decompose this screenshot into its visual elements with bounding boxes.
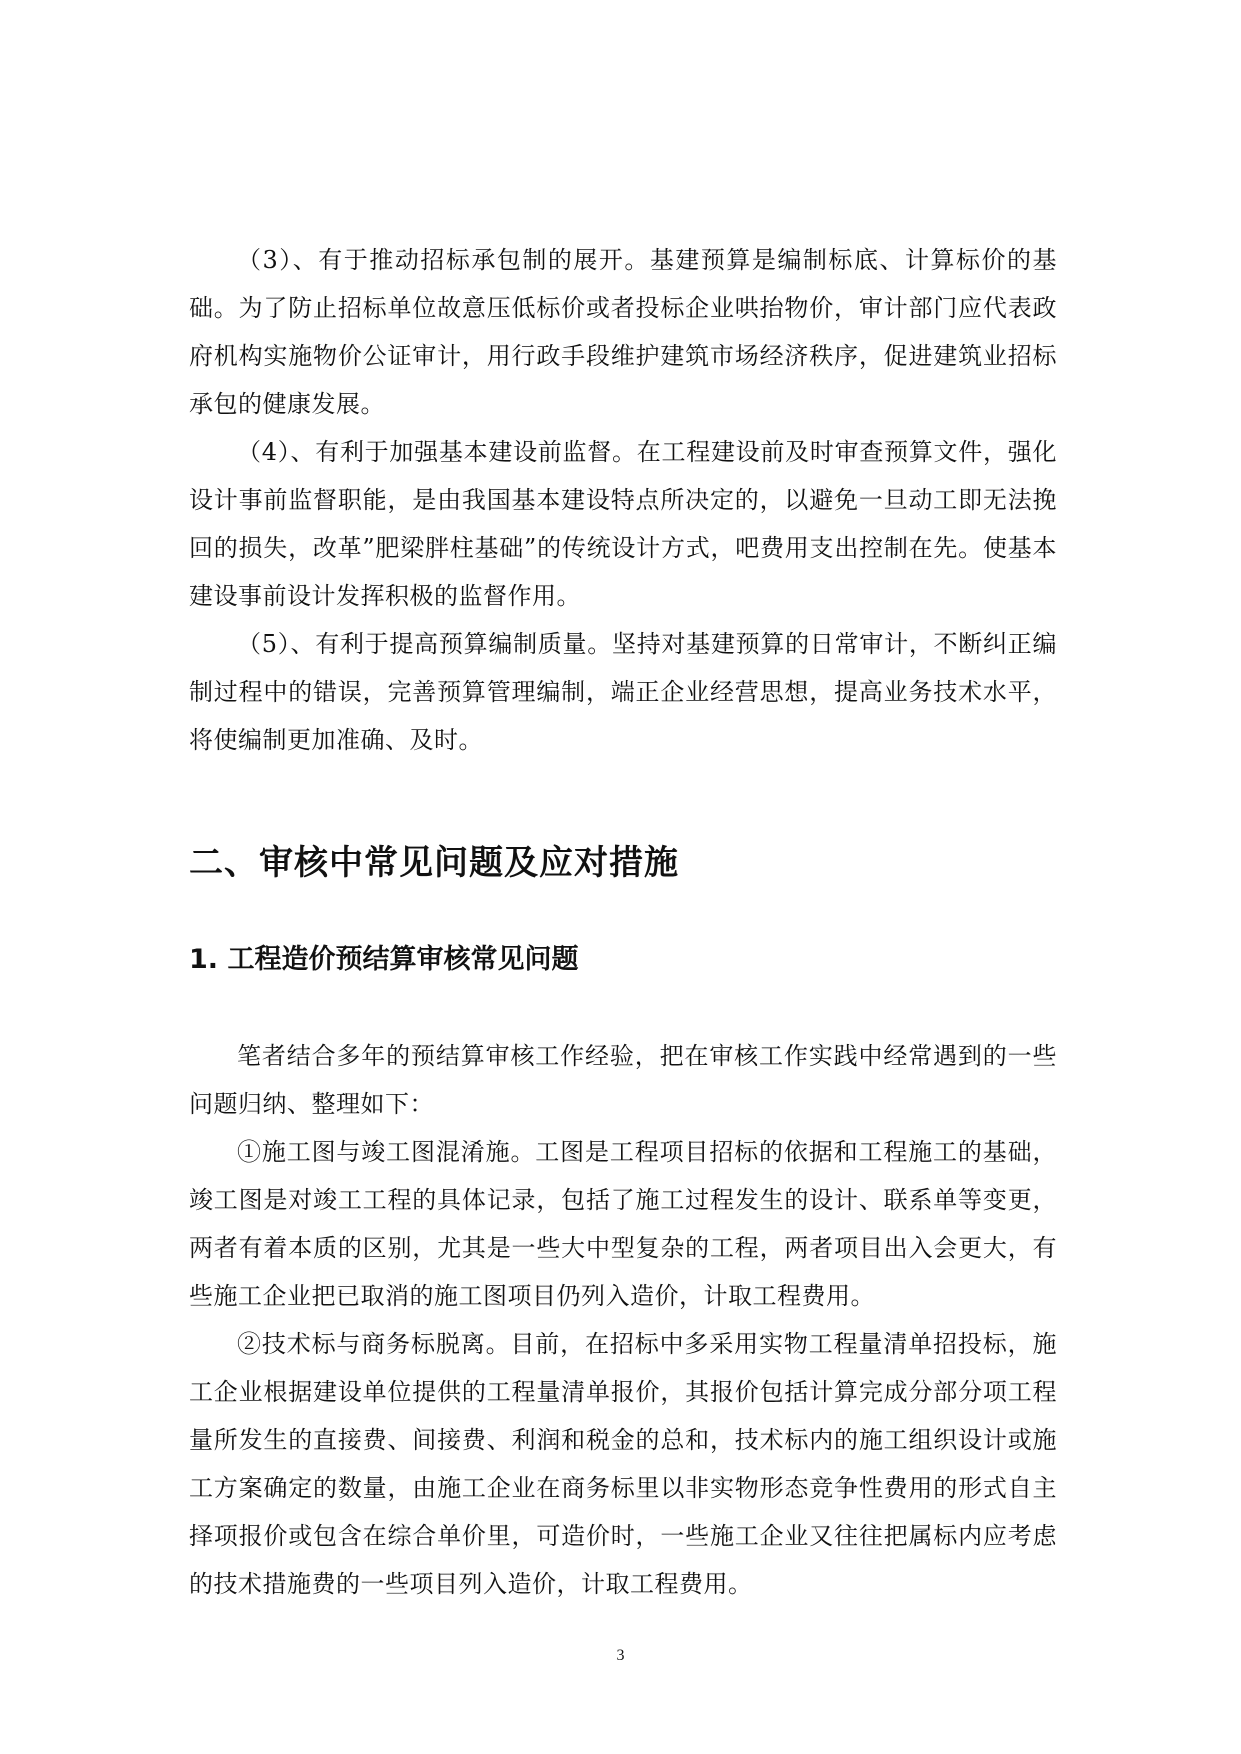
paragraph-item-2: ②技术标与商务标脱离。目前，在招标中多采用实物工程量清单招投标，施工企业根据建设单位提供的工程量清单报价，其报价包括计算完成分部分项工程量所发生的直接费、间接费、利润和税金的总和，技术标内的施工组织设计或施工方案确定的数量，由施工企业在商务标里以非实物形态竞争性费用的形式自主择项报价或包含在综合单价里，可造价时，一些施工企业又往往把属标内应考虑的技术措施费的一些项目列入造价，计取工程费用。: [189, 1330, 1057, 1598]
page-number: 3: [616, 1647, 625, 1664]
paragraph-4: （4）、有利于加强基本建设前监督。在工程建设前及时审查预算文件，强化设计事前监督职能，是由我国基本建设特点所决定的，以避免一旦动工即无法挽回的损失，改革”肥梁胖柱基础”的传统设计方式，吧费用支出控制在先。使基本建设事前设计发挥积极的监督作用。: [189, 438, 1057, 610]
paragraph-intro: 笔者结合多年的预结算审核工作经验，把在审核工作实践中经常遇到的一些问题归纳、整理如下：: [189, 1042, 1057, 1118]
paragraph-5: （5）、有利于提高预算编制质量。坚持对基建预算的日常审计，不断纠正编制过程中的错误，完善预算管理编制，端正企业经营思想，提高业务技术水平，将使编制更加准确、及时。: [189, 630, 1057, 754]
section-heading: 二、审核中常见问题及应对措施: [189, 843, 679, 883]
paragraph-3: （3）、有于推动招标承包制的展开。基建预算是编制标底、计算标价的基础。为了防止招标单位故意压低标价或者投标企业哄抬物价，审计部门应代表政府机构实施物价公证审计，用行政手段维护建筑市场经济秩序，促进建筑业招标承包的健康发展。: [189, 246, 1057, 418]
paragraph-item-1: ①施工图与竣工图混淆施。工图是工程项目招标的依据和工程施工的基础，竣工图是对竣工工程的具体记录，包括了施工过程发生的设计、联系单等变更，两者有着本质的区别，尤其是一些大中型复杂的工程，两者项目出入会更大，有些施工企业把已取消的施工图项目仍列入造价，计取工程费用。: [189, 1138, 1057, 1310]
subsection-heading: 1. 工程造价预结算审核常见问题: [189, 944, 579, 975]
